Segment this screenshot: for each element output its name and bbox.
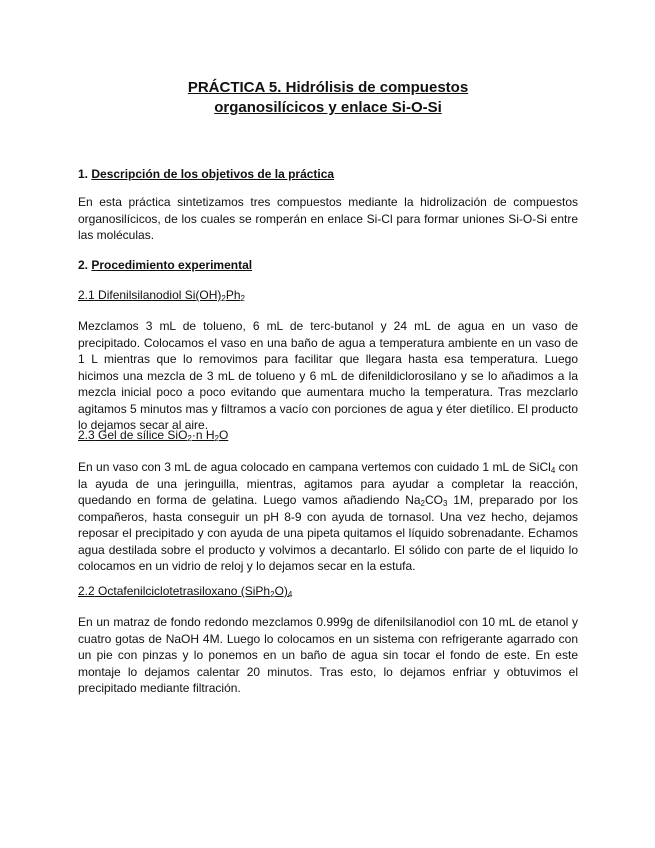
paragraph-text: En un vaso con 3 mL de agua colocado en campana vertemos con cuidado 1 mL de SiCl	[78, 460, 551, 474]
subscript: 2	[214, 434, 219, 443]
subsection-2-3-paragraph	[78, 459, 578, 575]
subscript: 2	[187, 434, 192, 443]
subscript: 4	[550, 466, 556, 475]
subsection-2-2-paragraph: En un matraz de fondo redondo mezclamos 0.999g de difenilsilanodiol con 10 mL de etanol y cuatro gotas de NaOH 4M. Luego lo colocamos en un sistema con refrigerante agarrado con un pie con pinzas y lo ponemos en un baño de agua sin tocar el fondo de este. En este montaje lo dejamos calentar 20 minutos. Tras esto, lo dejamos enfriar y obtuvimos el precipitado mediante filtración.	[78, 615, 578, 695]
document-title-line-1: PRÁCTICA 5. Hidrólisis de compuestos	[187, 79, 469, 96]
subscript: 2	[420, 499, 425, 508]
subscript: 2	[270, 590, 275, 599]
section-1-number: 1.	[78, 167, 89, 181]
paragraph-text: CO	[425, 493, 443, 507]
subsection-2-2-number: 2.2	[78, 584, 95, 598]
document-title-line-2: organosilícicos y enlace Si-O-Si	[214, 99, 442, 116]
subsection-2-1-title-mid: Ph	[225, 288, 241, 302]
subscript: 4	[287, 590, 293, 599]
subsection-2-1-title: Difenilsilanodiol Si(OH)	[98, 288, 222, 302]
subsection-2-2-title: Octafenilciclotetrasiloxano (SiPh	[98, 584, 271, 598]
subscript: 3	[443, 499, 448, 508]
subsection-2-1-paragraph: Mezclamos 3 mL de tolueno, 6 mL de terc-butanol y 24 mL de agua en un vaso de precipitado. Colocamos el vaso en una baño de agua a temperatura ambiente en un vaso de 1 L mientras que lo removimos para facilitar que llegara hasta esa temperatura. Luego hicimos una mezcla de 3 mL de tolueno y 6 mL de difenildiclorosilano y se lo añadimos a la mezcla inicial poco a poco evitando que aumentara mucho la temperatura. Tras mezclarlo agitamos 5 minutos mas y filtramos a vacío con porciones de agua y éter dietílico. El producto lo dejamos secar al aire.	[78, 319, 578, 432]
section-1-paragraph: En esta práctica sintetizamos tres compuestos mediante la hidrolización de compuestos organosilícicos, de los cuales se romperán en enlace Si-Cl para formar uniones Si-O-Si entre las moléculas.	[78, 195, 578, 242]
subsection-2-3-number: 2.3	[78, 428, 95, 442]
subscript: 2	[240, 294, 245, 303]
section-2-heading	[78, 257, 252, 273]
subscript: 2	[221, 294, 226, 303]
section-2-number: 2.	[78, 258, 89, 272]
section-1-title: Descripción de los objetivos de la práctica	[91, 167, 335, 181]
subsection-2-3-heading	[78, 427, 228, 443]
subsection-2-1-heading	[78, 287, 245, 303]
subsection-2-3-title: Gel de sílice SiO	[98, 428, 188, 442]
paragraph-text: 1M, preparado por los compañeros, hasta conseguir un pH 8-9 con ayuda de tornasol. Una vez hecho, dejamos reposar el precipitado y con ayuda de una pipeta quitamos el líquido sobrenadante. Echamos agua destilada sobre el producto y volvimos a decantarlo. El sólido con parte de el liquido lo colocamos en un vidrio de reloj y lo dejamos secar en la estufa.	[78, 493, 578, 573]
subsection-2-3-title-mid: ·n H	[191, 428, 215, 442]
subsection-2-2-title-mid: O)	[274, 584, 288, 598]
subsection-2-3-title-suffix: O	[218, 428, 229, 442]
section-1-heading	[78, 166, 334, 182]
section-2-title: Procedimiento experimental	[91, 258, 253, 272]
subsection-2-2-heading	[78, 583, 292, 599]
subsection-2-1-number: 2.1	[78, 288, 95, 302]
paragraph-text: con la ayuda de una jeringuilla, mientras, agitamos para ayudar a completar la reacción, quedando en forma de gelatina. Luego vamos añadiendo Na	[78, 460, 578, 507]
